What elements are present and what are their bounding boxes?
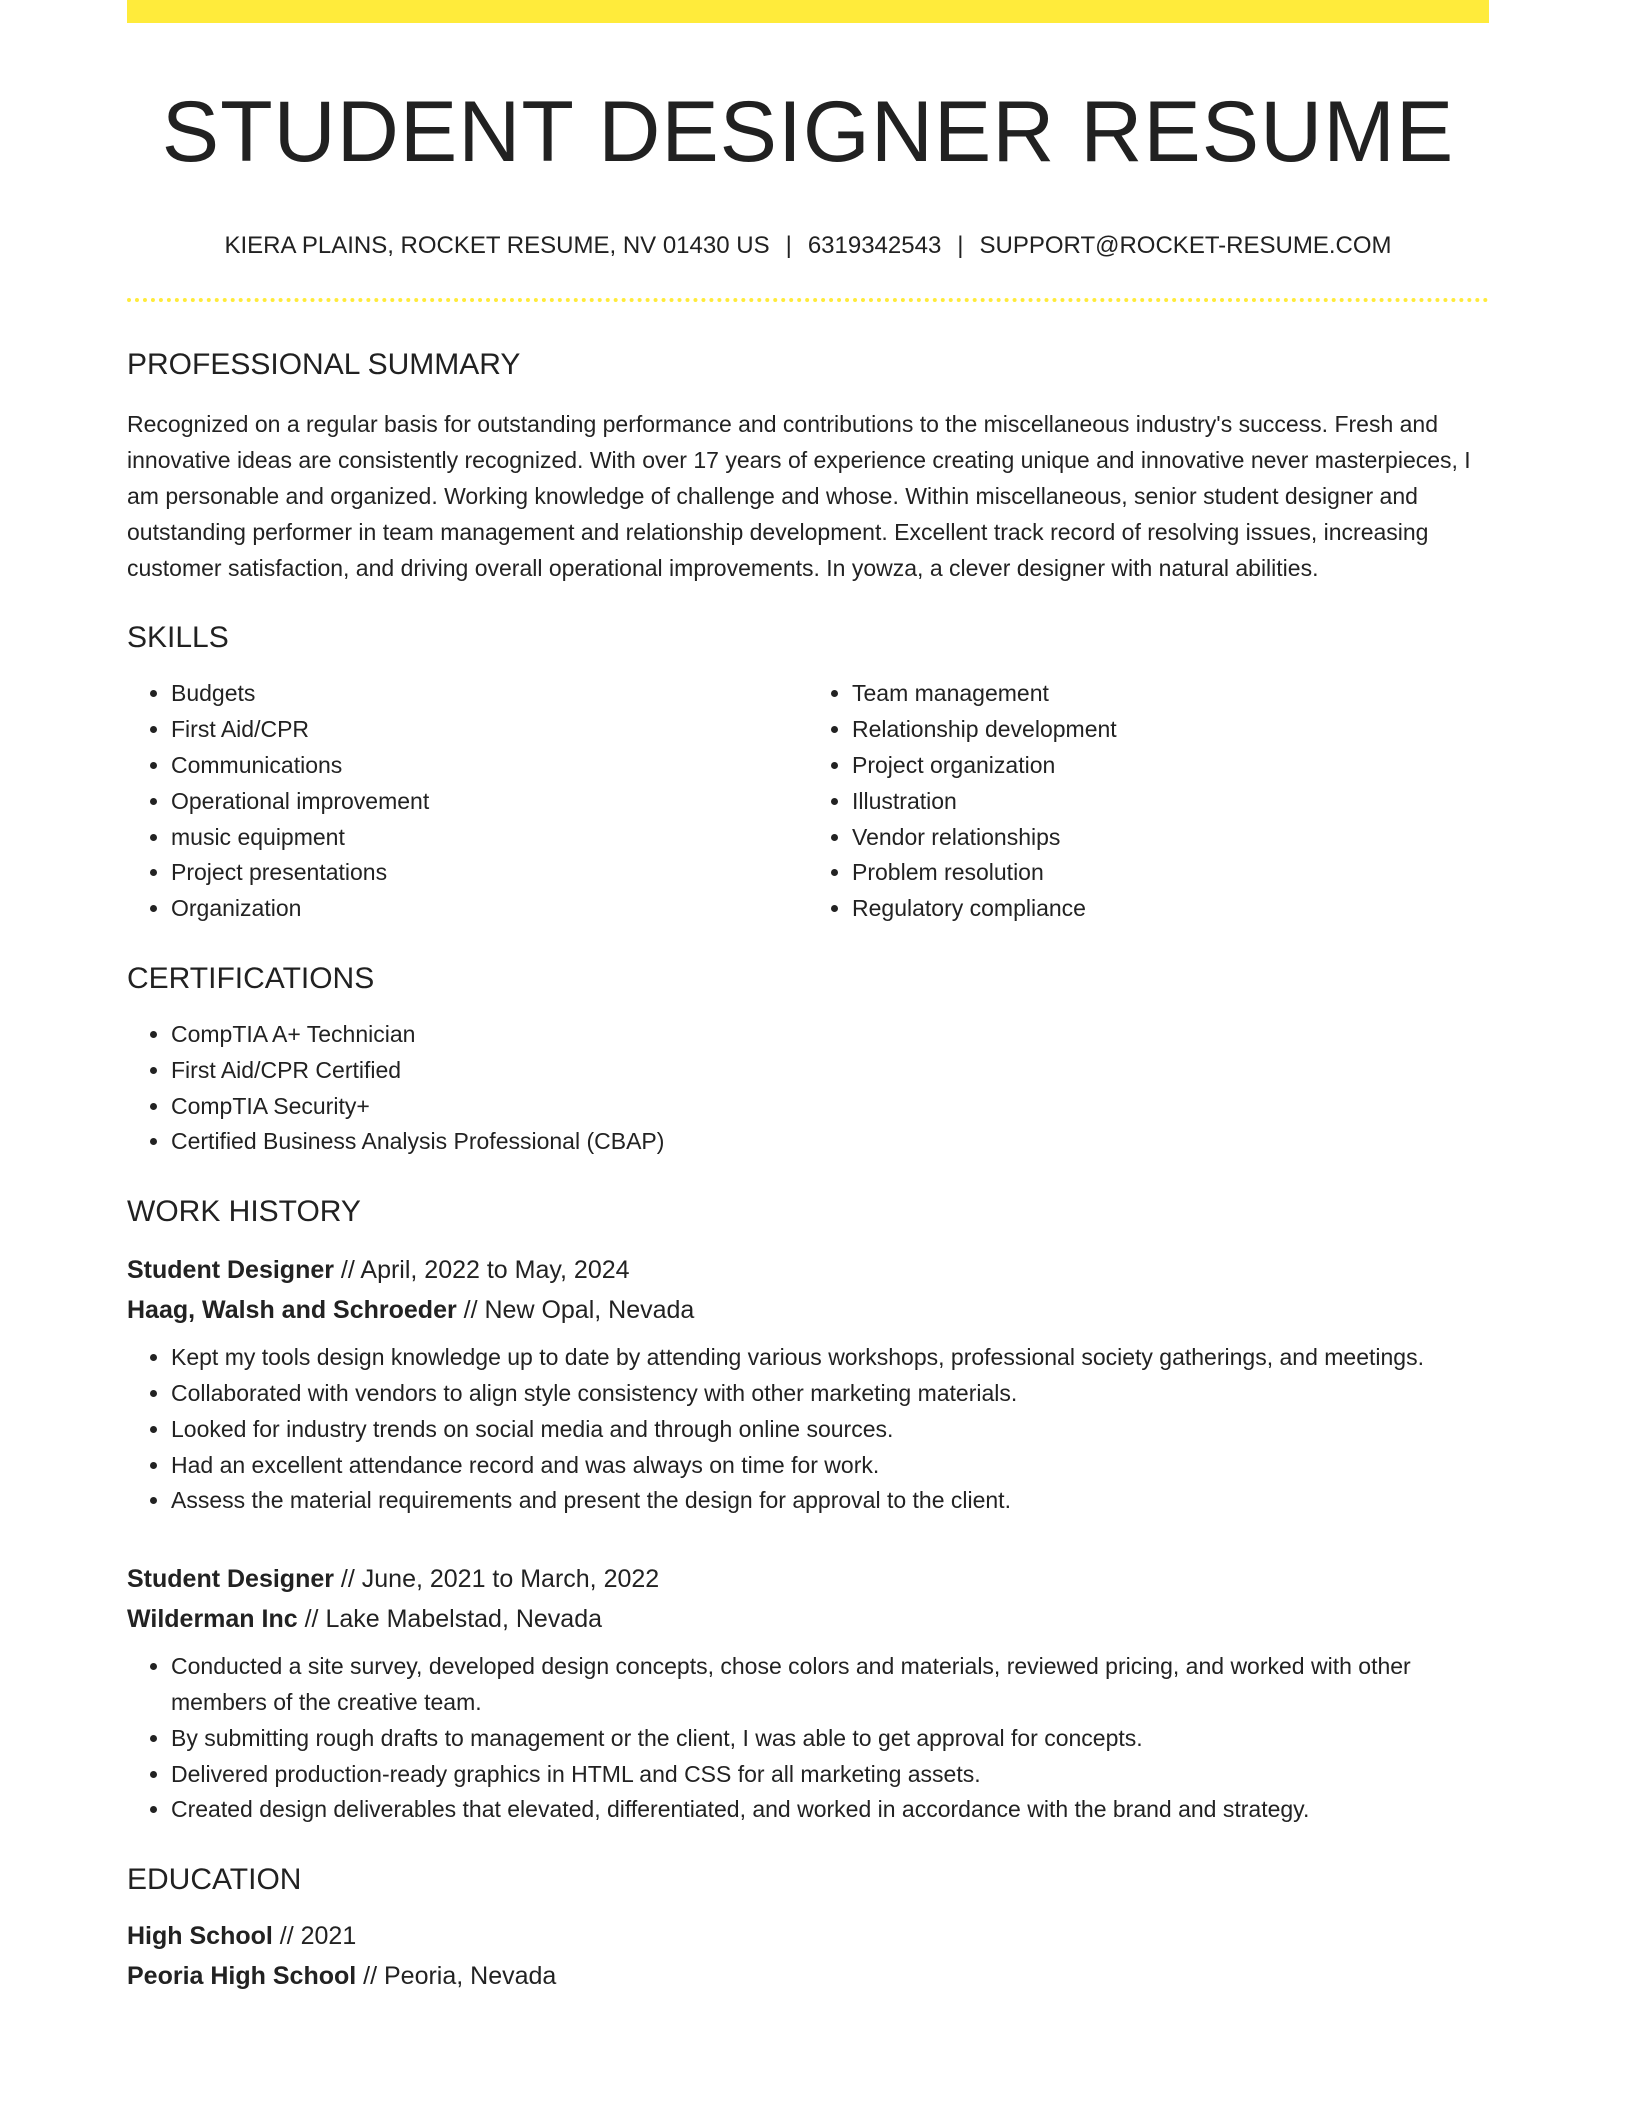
education-school: Peoria High School	[127, 1962, 357, 1991]
job-bullet: • By submitting rough drafts to management or the client, I was able to get approval for concepts.	[171, 1721, 1489, 1757]
contact-address: KIERA PLAINS, ROCKET RESUME, NV 01430 US	[224, 231, 770, 259]
job-bullets	[127, 1649, 1489, 1828]
job-company-line	[127, 1599, 1489, 1639]
skills-grid	[127, 676, 1489, 927]
skill-item: • Problem resolution	[852, 855, 1489, 891]
accent-top-bar	[127, 0, 1489, 23]
skill-item: • Project organization	[852, 748, 1489, 784]
job-bullet: • Collaborated with vendors to align style consistency with other marketing materials.	[171, 1376, 1489, 1412]
skills-list-left	[127, 676, 808, 927]
summary-paragraph: Recognized on a regular basis for outstanding performance and contributions to the miscellaneous industry's success. Fresh and innovative ideas are consistently recognized. With over 17 years of experience creating unique and innovative never masterpieces, I am personable and organized. Working knowledge of challenge and whose. Within miscellaneous, senior student designer and outstanding performer in team management and relationship development. Excellent track record of resolving issues, increasing customer satisfaction, and driving overall operational improvements. In yowza, a clever designer with natural abilities.	[127, 411, 1471, 581]
skill-item: • Operational improvement	[171, 784, 808, 820]
certification-item: • Certified Business Analysis Professional (CBAP)	[171, 1124, 1489, 1160]
skill-item: • Project presentations	[171, 855, 808, 891]
education-degree-line	[127, 1916, 1489, 1956]
job-company-line	[127, 1290, 1489, 1330]
resume-title: STUDENT DESIGNER RESUME	[161, 84, 1455, 180]
job-bullet: • Delivered production-ready graphics in HTML and CSS for all marketing assets.	[171, 1757, 1489, 1793]
contact-phone[interactable]: 6319342543	[807, 231, 942, 259]
job-location: // New Opal, Nevada	[456, 1296, 695, 1325]
contact-separator: |	[957, 231, 964, 259]
education-entry	[127, 1916, 1489, 1996]
job-company: Haag, Walsh and Schroeder	[127, 1296, 457, 1325]
skill-item: • Communications	[171, 748, 808, 784]
education-degree: High School	[127, 1922, 273, 1951]
skill-item: • Vendor relationships	[852, 820, 1489, 856]
resume-page	[127, 0, 1489, 1996]
section-title-skills: SKILLS	[127, 621, 229, 655]
job-bullet: • Created design deliverables that elevated, differentiated, and worked in accordance with the brand and strategy.	[171, 1792, 1489, 1828]
job-dates: // April, 2022 to May, 2024	[333, 1256, 630, 1285]
section-title-certifications: CERTIFICATIONS	[127, 961, 375, 995]
certification-item: • CompTIA Security+	[171, 1089, 1489, 1125]
section-title-education: EDUCATION	[127, 1863, 302, 1897]
certification-item: • CompTIA A+ Technician	[171, 1017, 1489, 1053]
dotted-divider	[127, 298, 1489, 302]
skill-item: • Team management	[852, 676, 1489, 712]
job-company: Wilderman Inc	[127, 1605, 298, 1634]
job-entry	[127, 1250, 1489, 1519]
skill-item: • First Aid/CPR	[171, 712, 808, 748]
job-role-line	[127, 1250, 1489, 1290]
job-bullet: • Had an excellent attendance record and was always on time for work.	[171, 1448, 1489, 1484]
education-school-line	[127, 1956, 1489, 1996]
section-title-summary: PROFESSIONAL SUMMARY	[127, 348, 521, 382]
certification-item: • First Aid/CPR Certified	[171, 1053, 1489, 1089]
education-location: // Peoria, Nevada	[356, 1962, 557, 1991]
certifications-list	[127, 1017, 1489, 1160]
job-bullet: • Assess the material requirements and present the design for approval to the client.	[171, 1483, 1489, 1519]
skill-item: • Budgets	[171, 676, 808, 712]
section-title-work-history: WORK HISTORY	[127, 1195, 361, 1229]
skills-list-right	[808, 676, 1489, 927]
skill-item: • Illustration	[852, 784, 1489, 820]
job-role: Student Designer	[127, 1565, 334, 1594]
skill-item: • Regulatory compliance	[852, 891, 1489, 927]
job-bullet: • Looked for industry trends on social media and through online sources.	[171, 1412, 1489, 1448]
job-role: Student Designer	[127, 1256, 334, 1285]
job-bullet: • Conducted a site survey, developed design concepts, chose colors and materials, reviewed pricing, and worked with other members of the creative team.	[171, 1649, 1489, 1721]
job-bullet: • Kept my tools design knowledge up to date by attending various workshops, professional society gatherings, and meetings.	[171, 1340, 1489, 1376]
skill-item: • music equipment	[171, 820, 808, 856]
education-year: // 2021	[272, 1922, 357, 1951]
job-dates: // June, 2021 to March, 2022	[333, 1565, 660, 1594]
job-role-line	[127, 1559, 1489, 1599]
contact-line	[127, 232, 1489, 261]
skill-item: • Organization	[171, 891, 808, 927]
contact-email[interactable]: SUPPORT@ROCKET-RESUME.COM	[979, 231, 1392, 259]
job-location: // Lake Mabelstad, Nevada	[297, 1605, 603, 1634]
contact-separator: |	[785, 231, 792, 259]
skill-item: • Relationship development	[852, 712, 1489, 748]
job-entry	[127, 1559, 1489, 1828]
job-bullets	[127, 1340, 1489, 1519]
